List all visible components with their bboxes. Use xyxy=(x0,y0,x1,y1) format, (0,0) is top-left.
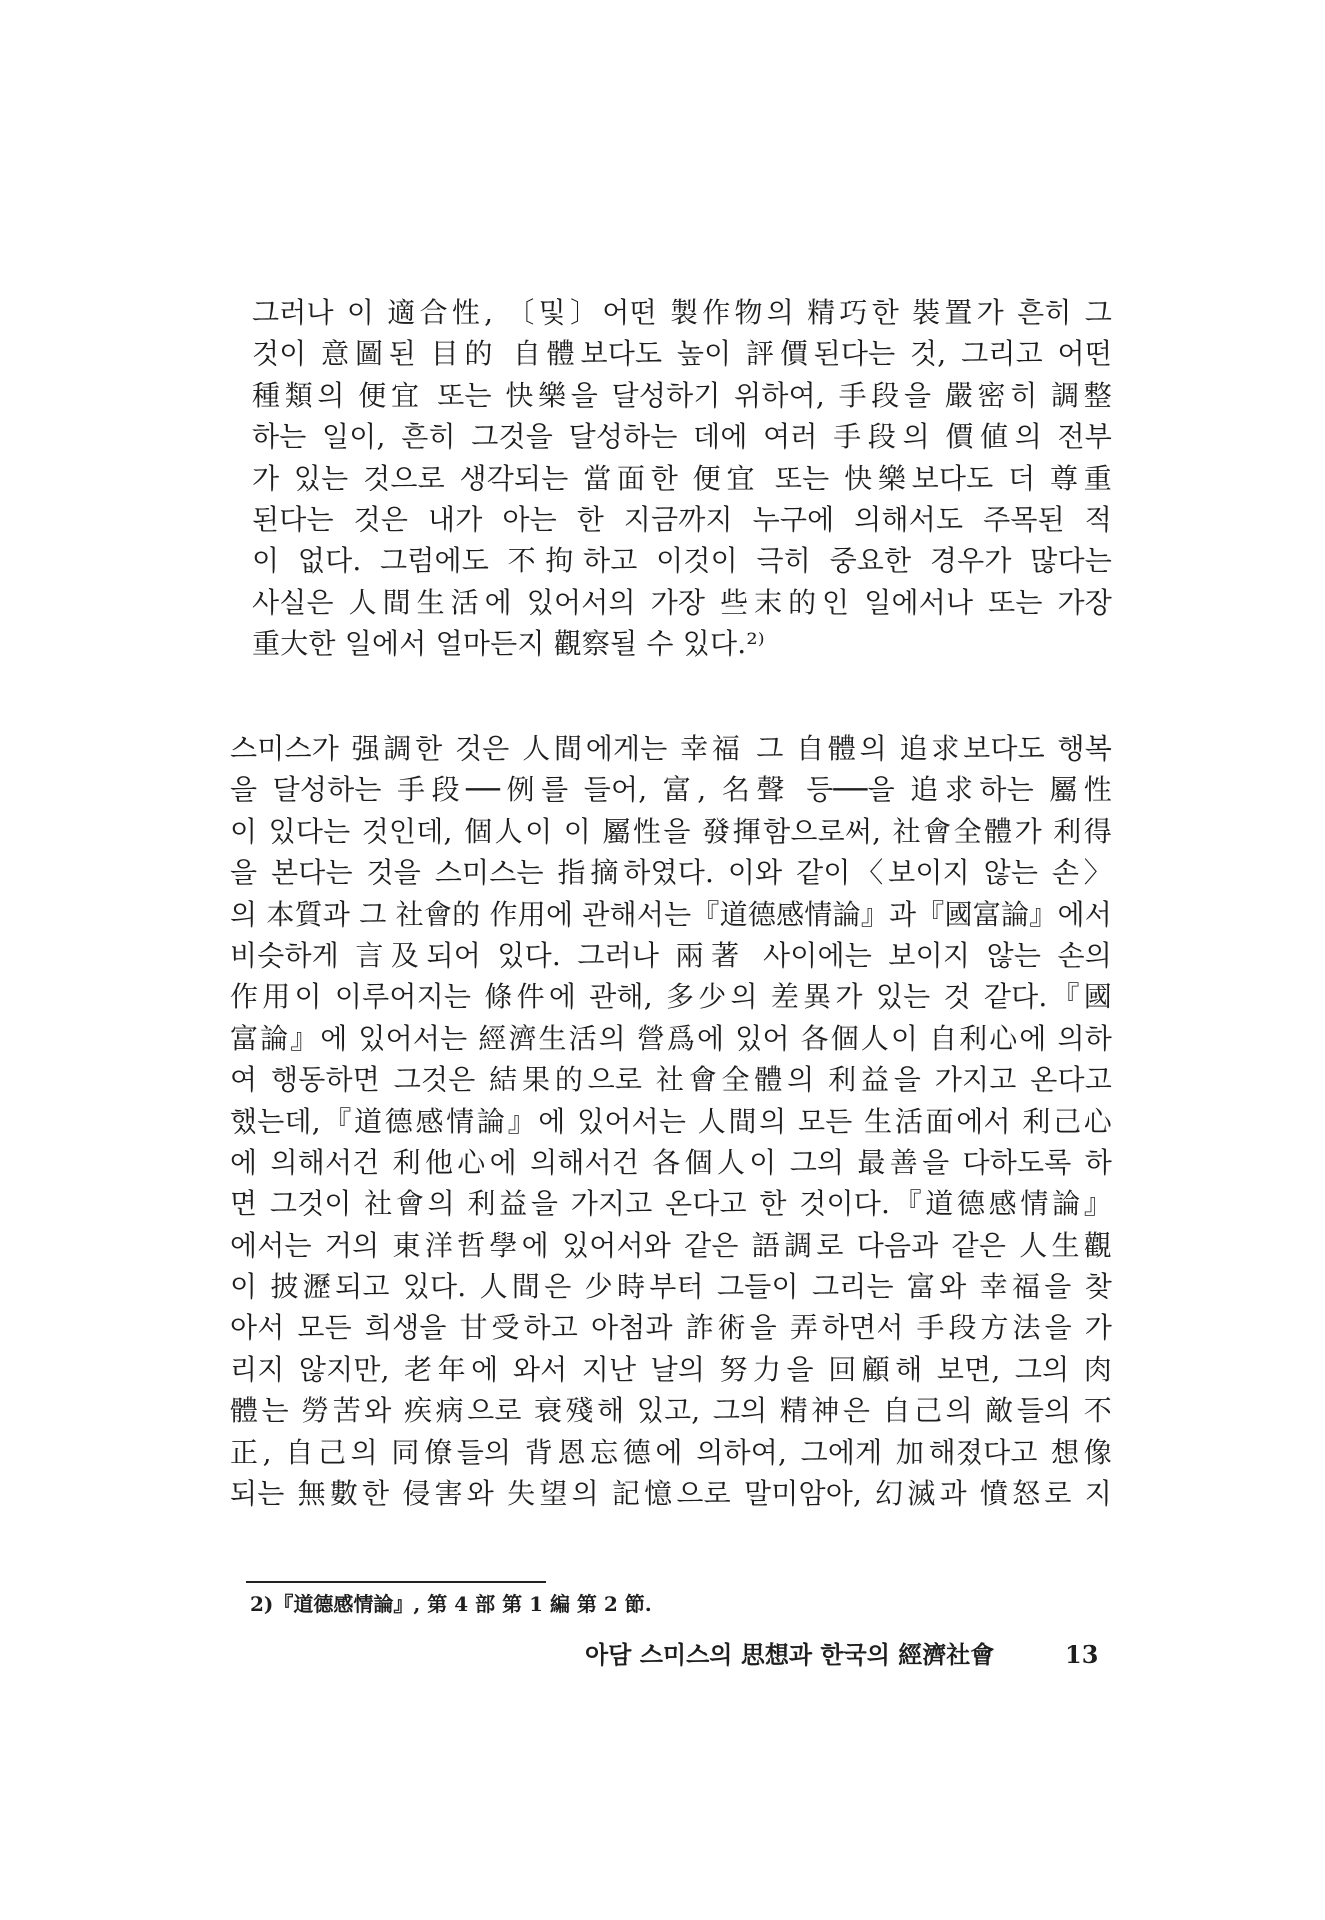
quote-line: 된다는 것은 내가 아는 한 지금까지 누구에 의해서도 주목된 적 xyxy=(252,502,1112,536)
body-line: 아서 모든 희생을 甘受하고 아첨과 詐術을 弄하면서 手段方法을 가 xyxy=(230,1311,1112,1345)
block-quote xyxy=(252,292,1112,665)
body-line: 이 披瀝되고 있다. 人間은 少時부터 그들이 그리는 富와 幸福을 찾 xyxy=(230,1270,1112,1304)
body-line: 을 본다는 것을 스미스는 指摘하였다. 이와 같이〈보이지 않는 손〉 xyxy=(230,856,1112,890)
body-line: 면 그것이 社會의 利益을 가지고 온다고 한 것이다.『道德感情論』 xyxy=(230,1187,1112,1221)
body-paragraph xyxy=(230,728,1112,1514)
footnote: 2)『道德感情論』, 第 4 部 第 1 編 第 2 節. xyxy=(250,1592,652,1616)
quote-line: 가 있는 것으로 생각되는 當面한 便宜 또는 快樂보다도 더 尊重 xyxy=(252,461,1112,495)
body-line: 스미스가 强調한 것은 人間에게는 幸福 그 自體의 追求보다도 행복 xyxy=(230,732,1112,765)
body-line: 했는데,『道德感情論』에 있어서는 人間의 모든 生活面에서 利己心 xyxy=(230,1104,1112,1138)
footnote-divider xyxy=(246,1581,546,1583)
quote-line: 이 없다. 그럼에도 不拘하고 이것이 극히 중요한 경우가 많다는 xyxy=(252,544,1112,578)
body-line: 作用이 이루어지는 條件에 관해, 多少의 差異가 있는 것 같다.『國 xyxy=(230,980,1112,1014)
body-line: 이 있다는 것인데, 個人이 이 屬性을 發揮함으로써, 社會全體가 利得 xyxy=(230,814,1112,848)
body-line: 리지 않지만, 老年에 와서 지난 날의 努力을 回顧해 보면, 그의 肉 xyxy=(230,1352,1112,1386)
body-line: 에서는 거의 東洋哲學에 있어서와 같은 語調로 다음과 같은 人生觀 xyxy=(230,1228,1112,1262)
body-line: 여 행동하면 그것은 結果的으로 社會全體의 利益을 가지고 온다고 xyxy=(230,1063,1112,1097)
quote-line: 種類의 便宜 또는 快樂을 달성하기 위하여, 手段을 嚴密히 調整 xyxy=(252,378,1112,412)
body-line: 비슷하게 言及되어 있다. 그러나 兩著 사이에는 보이지 않는 손의 xyxy=(230,938,1112,972)
body-line: 을 달성하는 手段──例를 들어, 富, 名聲 등──을 追求하는 屬性 xyxy=(230,773,1112,807)
body-line: 正, 自己의 同僚들의 背恩忘德에 의하여, 그에게 加해졌다고 想像 xyxy=(230,1435,1112,1469)
page-number: 13 xyxy=(1065,1640,1099,1669)
quote-line: 사실은 人間生活에 있어서의 가장 些末的인 일에서나 또는 가장 xyxy=(252,585,1112,619)
body-line: 體는 勞苦와 疾病으로 衰殘해 있고, 그의 精神은 自己의 敵들의 不 xyxy=(230,1394,1112,1428)
quote-line: 重大한 일에서 얼마든지 觀察될 수 있다.²⁾ xyxy=(252,627,765,661)
quote-line: 그러나 이 適合性, 〔및〕어떤 製作物의 精巧한 裝置가 흔히 그 xyxy=(252,296,1112,329)
body-line: 富論』에 있어서는 經濟生活의 營爲에 있어 各個人이 自利心에 의하 xyxy=(230,1021,1112,1055)
body-line: 에 의해서건 利他心에 의해서건 各個人이 그의 最善을 다하도록 하 xyxy=(230,1145,1112,1179)
quote-line: 하는 일이, 흔히 그것을 달성하는 데에 여러 手段의 價値의 전부 xyxy=(252,420,1112,454)
body-line: 의 本質과 그 社會的 作用에 관해서는『道德感情論』과『國富論』에서 xyxy=(230,897,1112,931)
quote-line: 것이 意圖된 目的 自體보다도 높이 評價된다는 것, 그리고 어떤 xyxy=(252,337,1112,371)
body-line: 되는 無數한 侵害와 失望의 記憶으로 말미암아, 幻滅과 憤怒로 지 xyxy=(230,1477,1112,1511)
running-footer-title: 아담 스미스의 思想과 한국의 經濟社會 xyxy=(585,1640,995,1669)
